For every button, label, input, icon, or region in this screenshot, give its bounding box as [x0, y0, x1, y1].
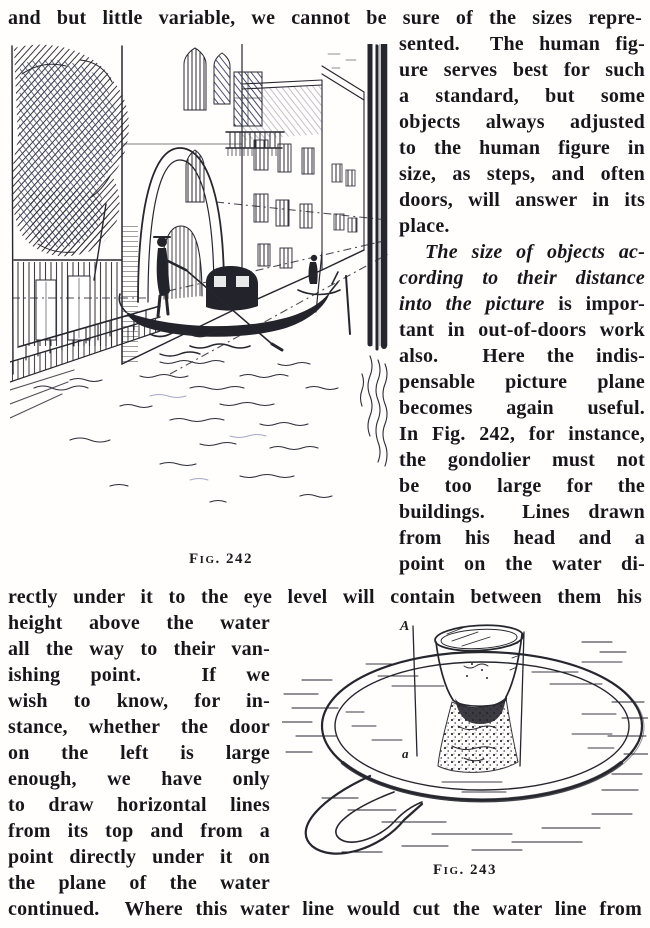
text-line: to the human figure in	[399, 137, 645, 159]
text-line: from his head and a	[399, 527, 645, 549]
fig-243-label-A: A	[400, 619, 410, 634]
text-line: be too large for the	[399, 475, 645, 497]
text-line: point directly under it on	[8, 846, 270, 868]
fig-243-caption: Fig. 243	[433, 862, 497, 878]
text-line: enough, we have only	[8, 768, 270, 790]
text-line: all the way to their van-	[8, 638, 270, 660]
text-line: a standard, but some	[399, 85, 645, 107]
body-text-left-column	[8, 610, 270, 896]
text-line: stance, whether the door	[8, 716, 270, 738]
body-text-merged-line: rectly under it to the eye level will contain between them his	[8, 586, 642, 608]
text-line: buildings. Lines drawn	[399, 501, 645, 523]
text-segment: into the picture	[399, 293, 545, 315]
text-line: on the left is large	[8, 742, 270, 764]
text-line: tant in out-of-doors work	[399, 319, 645, 341]
text-line: The size of objects ac-	[425, 241, 645, 263]
fig-242-caption: Fig. 242	[189, 551, 253, 567]
text-line: pensable picture plane	[399, 371, 645, 393]
text-line: height above the water	[8, 612, 270, 634]
fig-242-illustration	[10, 44, 392, 546]
hand-mirror-cup-sketch	[282, 606, 648, 858]
body-text-bottom-line: continued. Where this water line would cut the water line from	[8, 898, 642, 920]
text-line: sented. The human fig-	[399, 33, 645, 55]
text-line: size, as steps, and often	[399, 163, 645, 185]
fig-243-label-a: a	[402, 746, 409, 761]
text-segment: is impor-	[544, 293, 645, 315]
text-line: ure serves best for such	[399, 59, 645, 81]
venice-canal-sketch	[10, 44, 392, 546]
text-line: the gondolier must not	[399, 449, 645, 471]
text-line: from its top and from a	[8, 820, 270, 842]
text-line: doors, will answer in its	[399, 189, 645, 211]
body-text-right-column	[399, 31, 645, 577]
text-line: In Fig. 242, for instance,	[399, 423, 645, 445]
text-line: becomes again useful.	[399, 397, 645, 419]
text-line	[399, 291, 645, 317]
body-text-top-line: and but little variable, we cannot be sure of the sizes repre-	[8, 7, 642, 29]
text-line: to draw horizontal lines	[8, 794, 270, 816]
text-line: cording to their distance	[399, 267, 645, 289]
text-line: ishing point. If we	[8, 664, 270, 686]
text-line: place.	[399, 215, 450, 237]
text-line: also. Here the indis-	[399, 345, 645, 367]
text-line: point on the water di-	[399, 553, 645, 575]
text-line: the plane of the water	[8, 872, 270, 894]
text-line: objects always adjusted	[399, 111, 645, 133]
fig-243-illustration	[282, 606, 648, 858]
text-line: wish to know, for in-	[8, 690, 270, 712]
